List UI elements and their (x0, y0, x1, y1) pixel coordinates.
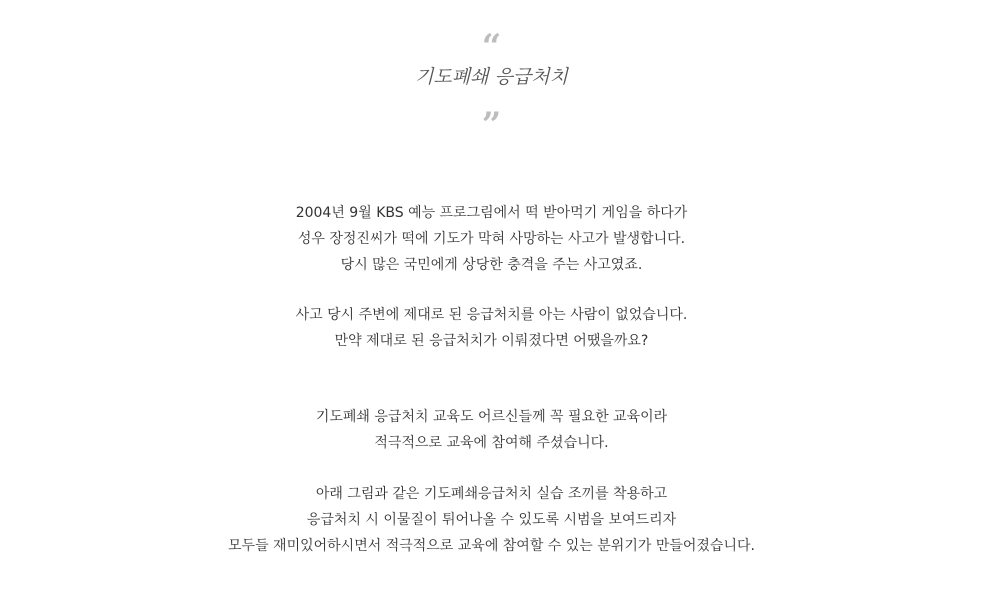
paragraph-line: 모두들 재미있어하시면서 적극적으로 교육에 참여할 수 있는 분위기가 만들어졌습니다. (228, 538, 755, 554)
paragraph-4 (0, 481, 983, 559)
paragraph-line: 사고 당시 주변에 제대로 된 응급처치를 아는 사람이 없었습니다. (295, 307, 688, 323)
paragraph-line: 기도폐쇄 응급처치 교육도 어르신들께 꼭 필요한 교육이라 (315, 409, 668, 425)
paragraph-line: 성우 장정진씨가 떡에 기도가 막혀 사망하는 사고가 발생합니다. (297, 231, 686, 247)
quote-title: 기도폐쇄 응급처치 (415, 66, 568, 88)
paragraph-1 (0, 200, 983, 278)
paragraph-2 (0, 302, 983, 354)
paragraph-line: 당시 많은 국민에게 상당한 충격을 주는 사고였죠. (340, 257, 643, 273)
paragraph-line: 아래 그림과 같은 기도폐쇄응급처치 실습 조끼를 착용하고 (315, 486, 668, 502)
paragraph-line: 적극적으로 교육에 참여해 주셨습니다. (374, 435, 609, 451)
paragraph-line: 2004년 9월 KBS 예능 프로그림에서 떡 받아먹기 게임을 하다가 (295, 205, 688, 221)
paragraph-line: 응급처치 시 이물질이 튀어나올 수 있도록 시범을 보여드리자 (306, 512, 677, 528)
open-quote-icon: “ (481, 27, 502, 67)
paragraph-line: 만약 제대로 된 응급처치가 이뤄졌다면 어땠을까요? (334, 333, 649, 349)
paragraph-3 (0, 404, 983, 456)
close-quote-icon: ” (481, 105, 502, 145)
